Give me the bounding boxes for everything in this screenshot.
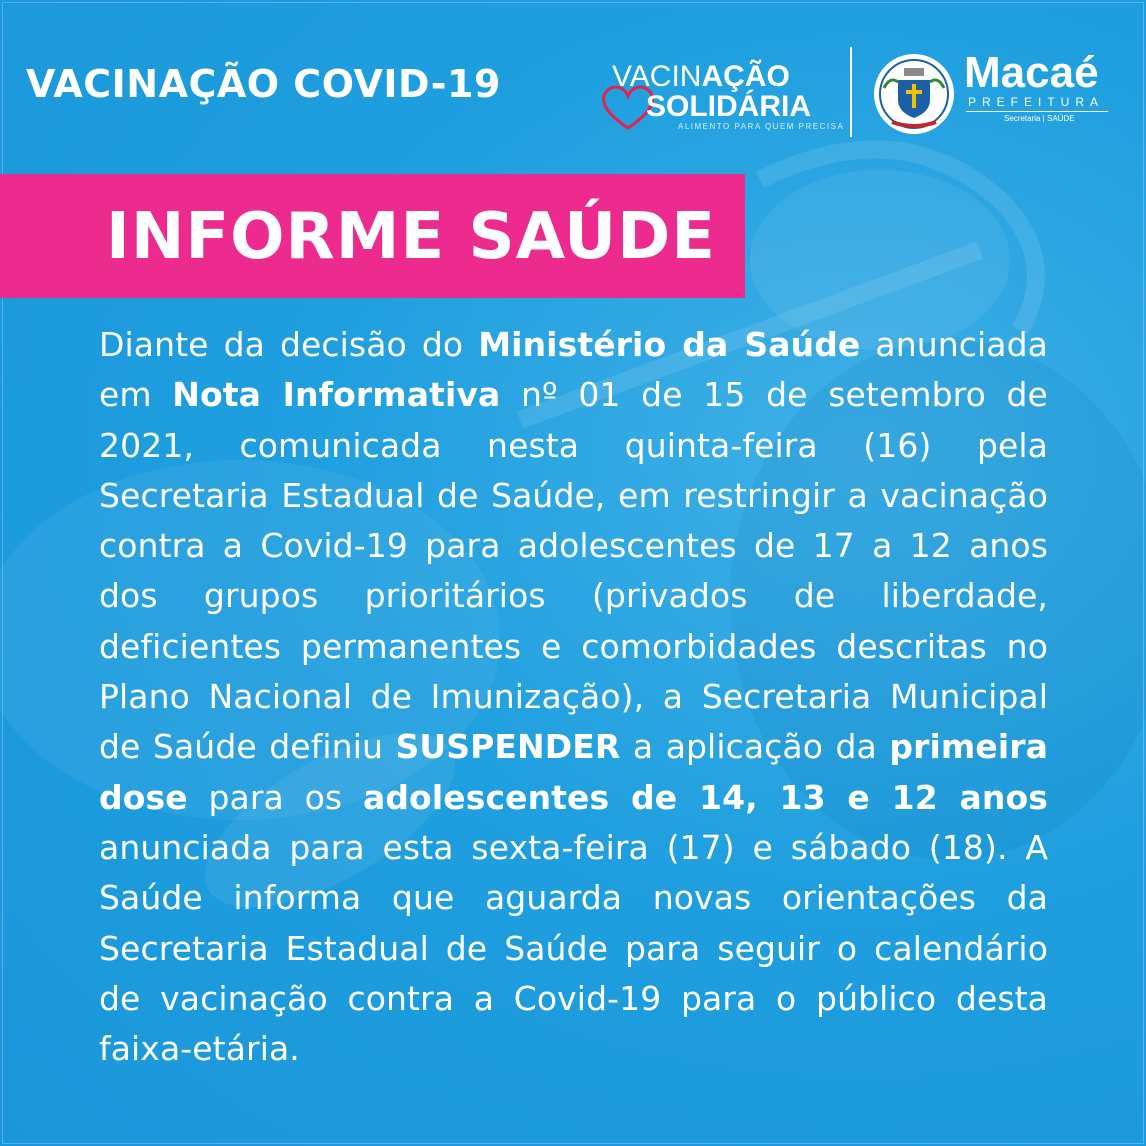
notice-segment: anunciada em: [99, 325, 1048, 415]
logo-divider: [850, 47, 852, 137]
campaign-logo-line2: SOLIDÁRIA: [646, 90, 811, 123]
notice-body: [99, 320, 1048, 1074]
city-logo-name: Macaé: [964, 48, 1099, 97]
notice-segment-bold: Nota Informativa: [172, 375, 501, 415]
city-logo-department: Secretaria | SAÚDE: [1004, 114, 1075, 123]
campaign-logo: [598, 58, 845, 134]
city-logo-rule: [966, 111, 1108, 112]
notice-segment: a aplicação da: [620, 727, 890, 767]
notice-segment-bold: adolescentes de 14, 13 e 12 anos: [362, 777, 1049, 817]
campaign-logo-line1: VACINAÇÃO: [612, 60, 790, 93]
city-crest-icon: [872, 52, 956, 136]
notice-segment-bold: Ministério da Saúde: [478, 325, 861, 364]
notice-segment-bold: SUSPENDER: [395, 727, 621, 767]
header-title: VACINAÇÃO COVID-19: [26, 62, 501, 106]
notice-segment: anunciada para esta sexta-feira (17) e sábado (18). A Saúde informa que aguarda novas orientações da Secretaria Estadual de Saúde para seguir o calendário de vacinação contra a Covid-19 para o público desta faixa-etária.: [99, 827, 1048, 1069]
notice-segment: nº 01 de 15 de setembro de 2021, comunicada nesta quinta-feira (16) pela Secretaria Estadual de Saúde, em restringir a vacinação contra a Covid-19 para adolescentes de 17 a 12 anos dos grupos prioritários (privados de liberdade, deficientes permanentes e comorbidades descritas no Plano Nacional de Imunização), a Secretaria Municipal de Saúde definiu: [99, 375, 1048, 767]
notice-segment: Diante da decisão do: [99, 325, 479, 364]
notice-segment: para os: [187, 777, 363, 817]
campaign-logo-tagline: ALIMENTO PARA QUEM PRECISA: [678, 122, 845, 131]
banner-title: INFORME SAÚDE: [106, 200, 716, 274]
notice-segment-bold: primeira dose: [99, 727, 1048, 817]
city-logo-subtitle: PREFEITURA: [968, 95, 1105, 109]
